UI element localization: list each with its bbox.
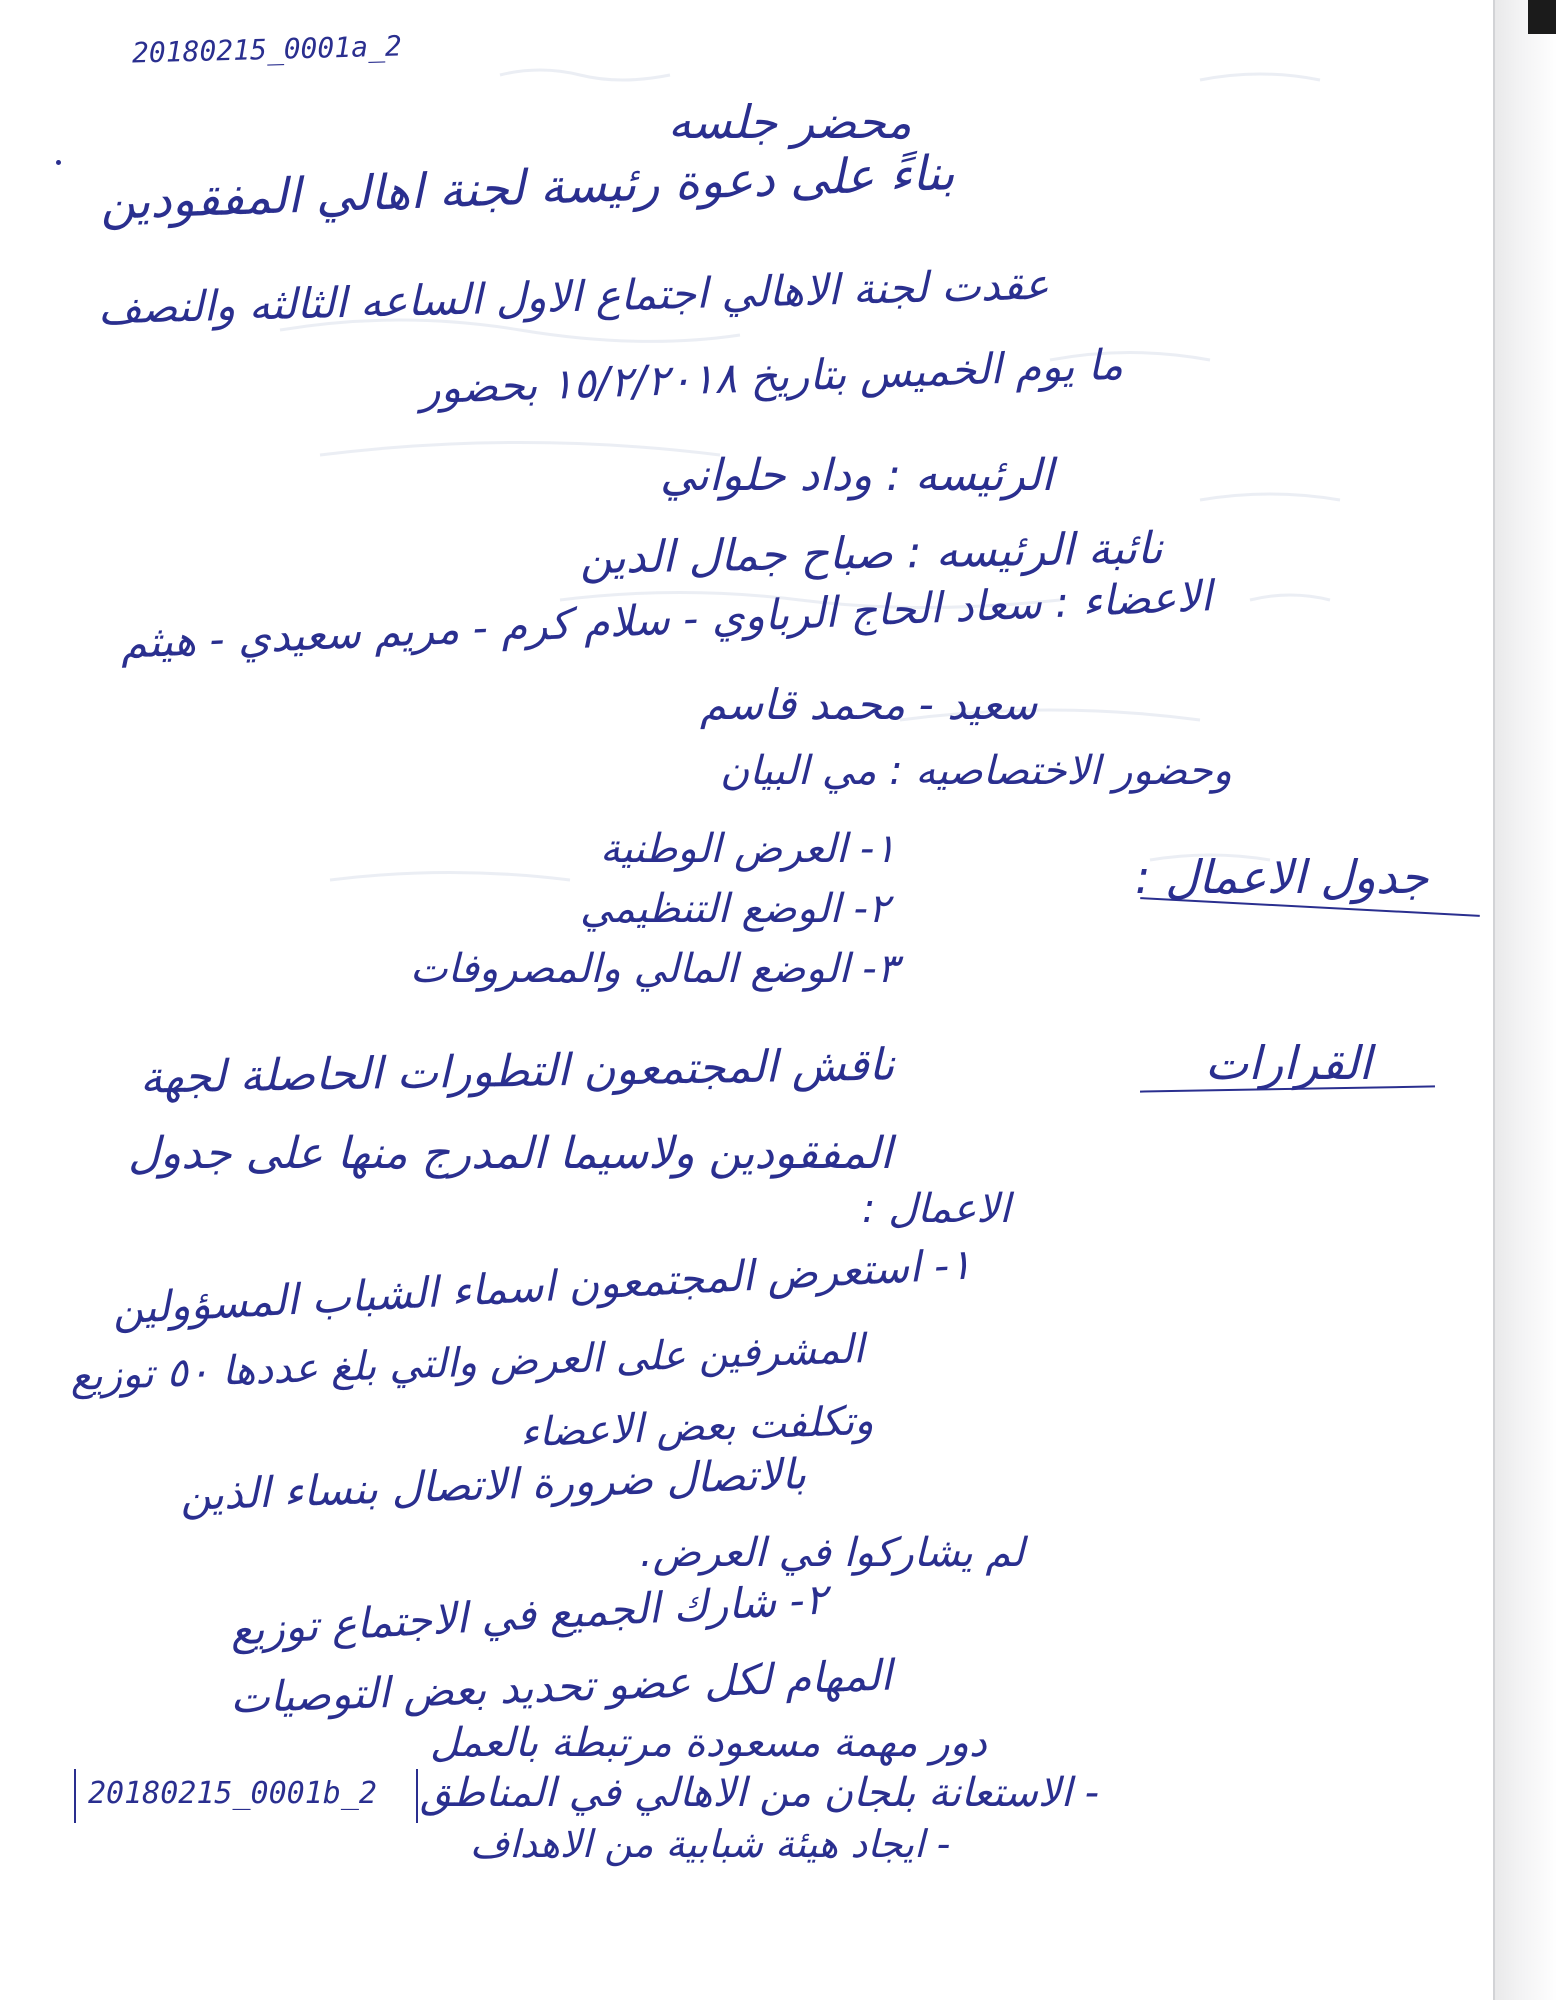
file-id-top: 20180215_0001a_2 bbox=[131, 29, 403, 70]
decision-item-1-cont-4: لم يشاركوا في العرض. bbox=[640, 1530, 1025, 1576]
decision-item-2: ٢- شارك الجميع في الاجتماع توزيع bbox=[229, 1574, 829, 1655]
margin-dot bbox=[56, 160, 61, 165]
decision-item-2-cont-4: - ايجاد هيئة شبابية من الاهداف bbox=[470, 1822, 951, 1866]
agenda-item-1: ١- العرض الوطنية bbox=[600, 826, 896, 872]
line-vice-president: نائبة الرئيسه : صباح جمال الدين bbox=[579, 522, 1164, 585]
line-president: الرئيسه : وداد حلواني bbox=[660, 450, 1054, 501]
agenda-heading: جدول الاعمال : bbox=[1135, 850, 1429, 904]
decision-item-2-cont-3: - الاستعانة بلجان من الاهالي في المناطق bbox=[420, 1770, 1100, 1816]
decision-item-1-cont-3: بالاتصال ضرورة الاتصال بنساء الذين bbox=[179, 1449, 807, 1520]
decisions-intro-2: المفقودين ولاسيما المدرج منها على جدول bbox=[128, 1128, 893, 1179]
decision-item-1: ١- استعرض المجتمعون اسماء الشباب المسؤولين bbox=[111, 1239, 973, 1334]
document-title: محضر جلسه bbox=[668, 95, 912, 149]
line-members: الاعضاء : سعاد الحاج الرباوي - سلام كرم - مريم سعيدي - هيثم bbox=[119, 571, 1213, 668]
decisions-heading: القرارات bbox=[1205, 1036, 1372, 1090]
agenda-item-3: ٣- الوضع المالي والمصروفات bbox=[410, 946, 899, 992]
line-members-continued: سعيد - محمد قاسم bbox=[700, 680, 1038, 729]
line-meeting-date: ما يوم الخميس بتاريخ ١٥/٢/٢٠١٨ بحضور bbox=[419, 339, 1124, 414]
decision-item-1-cont-1: المشرفين على العرض والتي بلغ عددها ٥٠ توزيع bbox=[69, 1326, 866, 1400]
line-specialist: وحضور الاختصاصيه : مي البيان bbox=[720, 748, 1232, 794]
line-invitation: بناءً على دعوة رئيسة لجنة اهالي المفقودين bbox=[99, 145, 956, 231]
line-meeting-held: عقدت لجنة الاهالي اجتماع الاول الساعه الثالثه والنصف bbox=[97, 259, 1050, 334]
decisions-intro-3: الاعمال : bbox=[862, 1186, 1011, 1232]
decisions-intro-1: ناقش المجتمعون التطورات الحاصلة لجهة bbox=[139, 1039, 895, 1104]
file-id-bottom: 20180215_0001b_2 bbox=[88, 1776, 377, 1811]
decision-item-2-cont-1: المهام لكل عضو تحديد بعض التوصيات bbox=[229, 1650, 893, 1723]
agenda-item-2: ٢- الوضع التنظيمي bbox=[580, 886, 890, 932]
decision-item-2-cont-2: دور مهمة مسعودة مرتبطة بالعمل bbox=[430, 1720, 987, 1766]
decision-item-1-cont-2: وتكلفت بعض الاعضاء bbox=[519, 1397, 875, 1457]
